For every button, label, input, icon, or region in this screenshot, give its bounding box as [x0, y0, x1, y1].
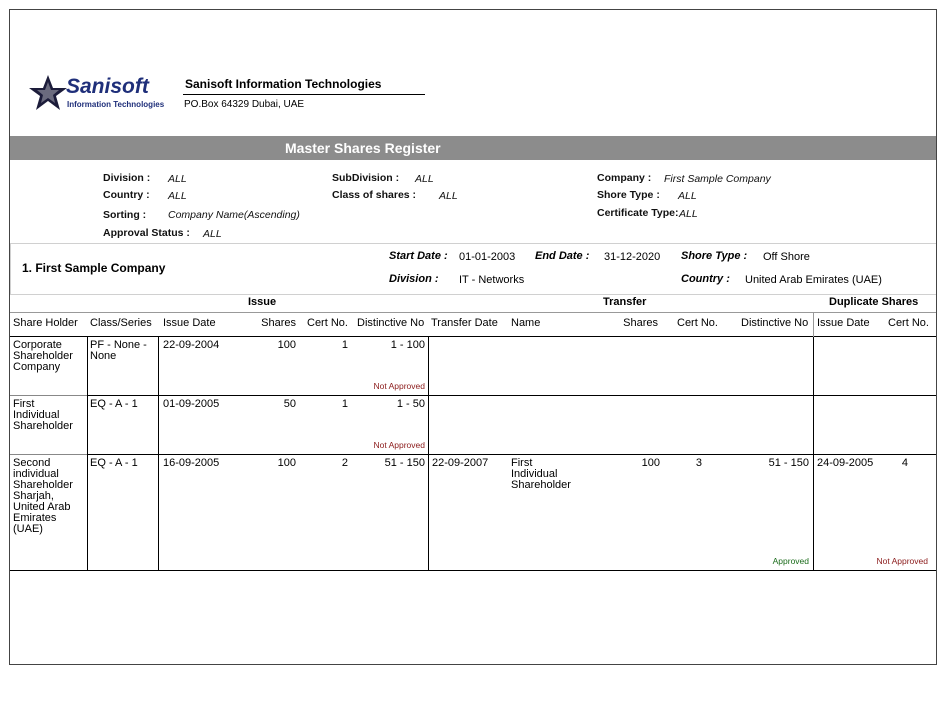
- row2-cert: 1: [341, 398, 348, 410]
- row-rule-1: [88, 395, 936, 396]
- subdivision-label: SubDivision :: [332, 172, 400, 184]
- row2-shares: 50: [283, 398, 296, 410]
- row3-transfer-name: First Individual Shareholder: [511, 457, 571, 491]
- approval-value: ALL: [203, 228, 222, 240]
- star-logo-icon: [28, 74, 68, 112]
- section-division-value: IT - Networks: [459, 274, 525, 286]
- table-top-rule: [10, 312, 936, 313]
- end-date-value: 31-12-2020: [604, 251, 661, 263]
- class-value: ALL: [439, 190, 458, 202]
- row3-issue-date: 16-09-2005: [163, 457, 220, 469]
- company-value: First Sample Company: [664, 173, 771, 185]
- row3-distinctive: 51 - 150: [384, 457, 425, 469]
- section-title: 1. First Sample Company: [22, 261, 166, 275]
- start-date-value: 01-01-2003: [459, 251, 516, 263]
- row-rule-4: [10, 454, 88, 455]
- row3-transfer-distinctive: 51 - 150: [768, 457, 809, 469]
- sorting-value: Company Name(Ascending): [168, 209, 300, 221]
- col-class-series: Class/Series: [90, 317, 152, 329]
- row3-transfer-cert: 3: [695, 457, 702, 469]
- shore-label: Shore Type :: [597, 189, 660, 201]
- col-share-holder: Share Holder: [13, 317, 78, 329]
- row-rule-3: [88, 454, 936, 455]
- cert-type-label: Certificate Type:: [597, 207, 679, 219]
- col-issue-date: Issue Date: [163, 317, 216, 329]
- row3-transfer-date: 22-09-2007: [432, 457, 489, 469]
- col-shares: Shares: [261, 317, 296, 329]
- shore-value: ALL: [678, 190, 697, 202]
- row2-issue-status: Not Approved: [373, 440, 425, 450]
- company-address: PO.Box 64329 Dubai, UAE: [184, 99, 305, 110]
- transfer-group-header: Transfer: [603, 296, 647, 308]
- row1-holder: Corporate Shareholder Company: [13, 339, 73, 373]
- col-cert-no: Cert No.: [307, 317, 348, 329]
- row2-distinctive: 1 - 50: [396, 398, 425, 410]
- col-divider-class: [158, 337, 159, 570]
- col-transfer-cert-no: Cert No.: [677, 317, 718, 329]
- row2-class: EQ - A - 1: [90, 398, 138, 410]
- row1-distinctive: 1 - 100: [390, 339, 425, 351]
- row3-class: EQ - A - 1: [90, 457, 138, 469]
- cert-type-value: ALL: [679, 208, 698, 220]
- row2-issue-date: 01-09-2005: [163, 398, 220, 410]
- col-dup-issue-date: Issue Date: [817, 317, 870, 329]
- issue-group-header: Issue: [248, 296, 277, 308]
- row1-issue-date: 22-09-2004: [163, 339, 220, 351]
- title-bar: [10, 136, 936, 160]
- company-name: Sanisoft Information Technologies: [185, 77, 382, 91]
- logo-brand: Sanisoft: [66, 75, 149, 98]
- col-name: Name: [511, 317, 541, 329]
- row3-dup-status: Not Approved: [876, 556, 928, 566]
- row1-issue-status: Not Approved: [373, 381, 425, 391]
- start-date-label: Start Date :: [389, 250, 448, 262]
- duplicate-group-header: Duplicate Shares: [829, 296, 919, 308]
- approval-label: Approval Status :: [103, 227, 190, 239]
- col-transfer-date: Transfer Date: [431, 317, 498, 329]
- header-bottom-rule: [10, 336, 936, 337]
- col-divider-holder: [87, 337, 88, 570]
- col-transfer-shares: Shares: [623, 317, 658, 329]
- row3-dup-date: 24-09-2005: [817, 457, 874, 469]
- col-divider-issue: [428, 337, 429, 570]
- logo-subtitle: Information Technologies: [67, 100, 165, 109]
- row1-class: PF - None - None: [90, 339, 147, 362]
- subdivision-value: ALL: [415, 173, 434, 185]
- section-shore-value: Off Shore: [763, 251, 810, 263]
- col-distinctive-no: Distinctive No: [357, 317, 425, 329]
- table-bottom-rule: [10, 570, 936, 571]
- row3-dup-cert: 4: [901, 457, 908, 469]
- company-label: Company :: [597, 172, 652, 184]
- row3-shares: 100: [277, 457, 296, 469]
- row1-cert: 1: [341, 339, 348, 351]
- row3-transfer-status: Approved: [772, 556, 809, 566]
- section-country-value: United Arab Emirates (UAE): [745, 274, 882, 286]
- row-rule-2: [10, 395, 88, 396]
- row2-holder: First Individual Shareholder: [13, 398, 73, 432]
- end-date-label: End Date :: [535, 250, 590, 262]
- section-shore-label: Shore Type :: [681, 250, 748, 262]
- row3-transfer-shares: 100: [641, 457, 660, 469]
- col-dup-cert-no: Cert No.: [888, 317, 929, 329]
- col-divider-transfer: [813, 337, 814, 570]
- report-title: Master Shares Register: [285, 140, 441, 156]
- row3-cert: 2: [341, 457, 348, 469]
- section-division-label: Division :: [389, 273, 439, 285]
- row1-shares: 100: [277, 339, 296, 351]
- division-label: Division :: [103, 172, 151, 184]
- row3-holder: Second individual Shareholder Sharjah, United Arab Emirates (UAE): [13, 457, 73, 535]
- col-divider-dup-head: [813, 313, 814, 337]
- class-label: Class of shares :: [332, 189, 417, 201]
- section-country-label: Country :: [681, 273, 730, 285]
- division-value: ALL: [168, 173, 187, 185]
- col-transfer-distinctive-no: Distinctive No: [741, 317, 809, 329]
- header-underline: [183, 94, 425, 95]
- sorting-label: Sorting :: [103, 209, 147, 221]
- country-label: Country :: [103, 189, 150, 201]
- country-value: ALL: [168, 190, 187, 202]
